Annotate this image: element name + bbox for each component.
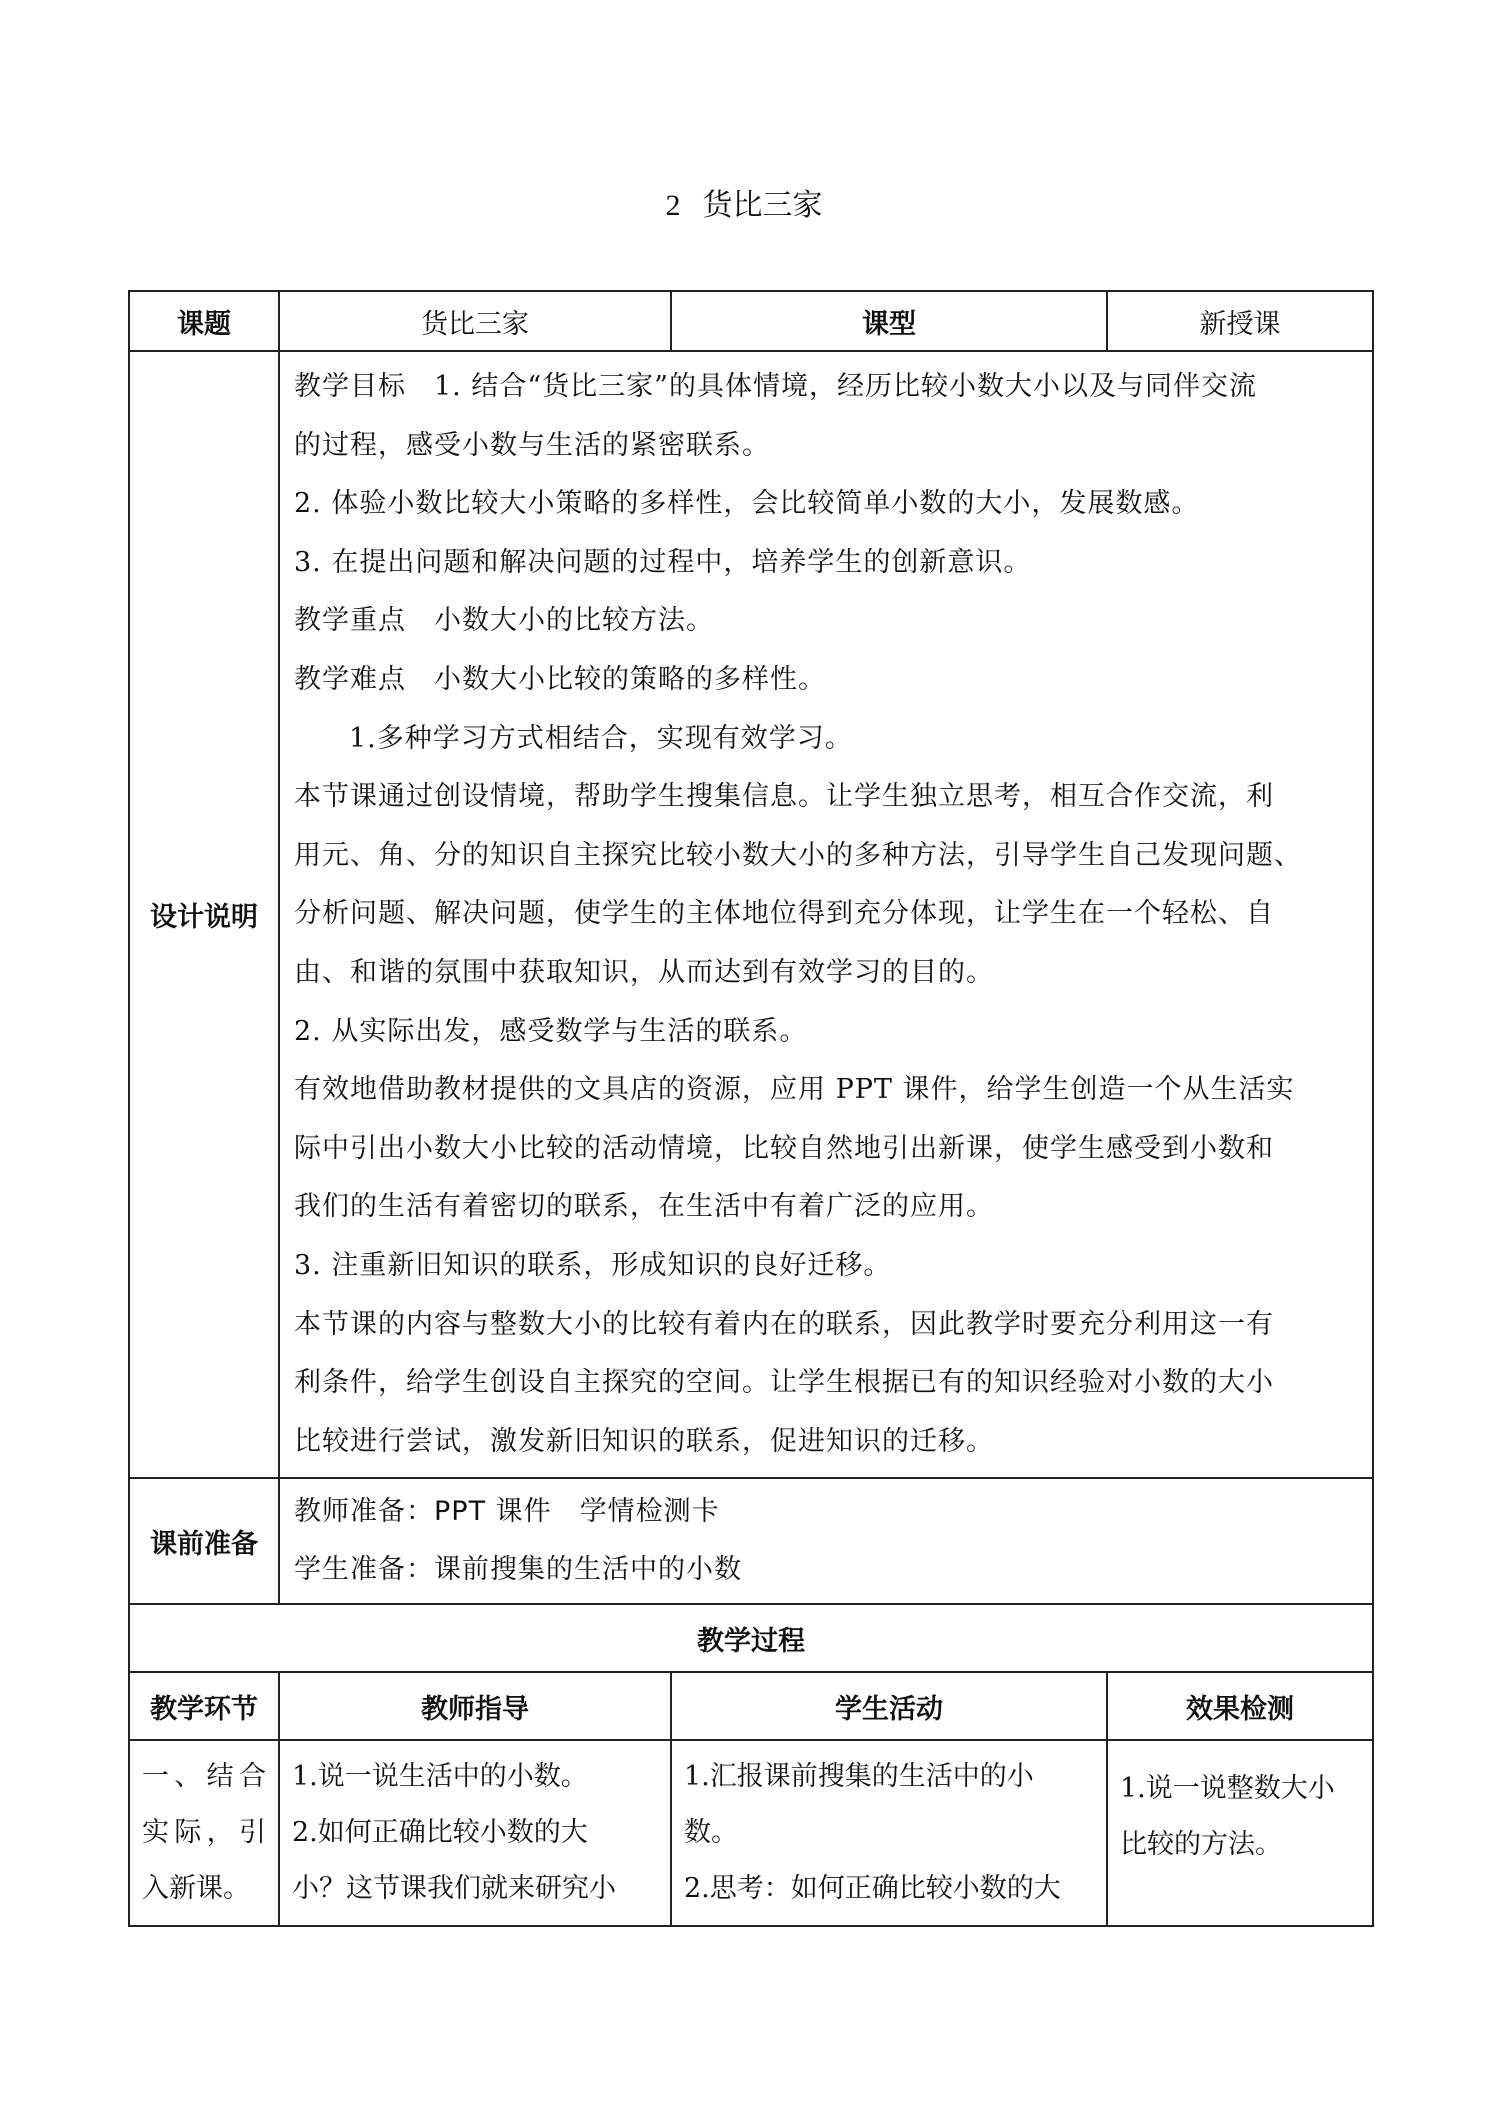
column-header-student: 学生活动 (671, 1672, 1107, 1740)
student-prep: 学生准备：课前搜集的生活中的小数 (294, 1554, 742, 1586)
process-row (129, 1740, 1373, 1926)
design-line: 2. 体验小数比较大小策略的多样性，会比较简单小数的大小，发展数感。 (294, 488, 1200, 520)
design-line: 教学重点 小数大小的比较方法。 (294, 605, 714, 637)
design-content (279, 351, 1373, 1478)
student-line: 1.汇报课前搜集的生活中的小 (684, 1761, 1034, 1793)
design-line: 比较进行尝试，激发新旧知识的联系，促进知识的迁移。 (294, 1425, 994, 1457)
step-line: 一、结合 (142, 1761, 266, 1793)
design-line: 3. 在提出问题和解决问题的过程中，培养学生的创新意识。 (294, 546, 1032, 578)
design-line: 由、和谐的氛围中获取知识，从而达到有效学习的目的。 (294, 956, 994, 988)
step-line: 实际，引 (142, 1817, 266, 1849)
column-header-step: 教学环节 (129, 1672, 279, 1740)
title-number: 2 (665, 189, 681, 222)
process-title-row (129, 1604, 1373, 1672)
type-label: 课型 (671, 291, 1107, 351)
student-line: 2.思考：如何正确比较小数的大 (684, 1873, 1061, 1905)
design-line: 1.多种学习方式相结合，实现有效学习。 (349, 722, 853, 754)
step-line: 入新课。 (142, 1873, 250, 1905)
check-line: 1.说一说整数大小 (1120, 1773, 1335, 1805)
teacher-guidance-cell (279, 1740, 671, 1926)
student-activity-cell (671, 1740, 1107, 1926)
prep-content (279, 1478, 1373, 1604)
lesson-plan-table (128, 290, 1374, 1927)
design-line: 教学难点 小数大小比较的策略的多样性。 (294, 663, 826, 695)
design-line: 教学目标 1. 结合“货比三家”的具体情境，经历比较小数大小以及与同伴交流 (294, 371, 1257, 402)
header-row (129, 291, 1373, 351)
design-line: 2. 从实际出发，感受数学与生活的联系。 (294, 1015, 808, 1047)
teacher-line: 1.说一说生活中的小数。 (292, 1761, 588, 1793)
design-line: 本节课通过创设情境，帮助学生搜集信息。让学生独立思考，相互合作交流，利 (294, 781, 1274, 813)
column-header-teacher: 教师指导 (279, 1672, 671, 1740)
design-row (129, 351, 1373, 1478)
page-title (0, 180, 1488, 224)
teacher-line: 2.如何正确比较小数的大 (292, 1817, 588, 1849)
column-header-check: 效果检测 (1107, 1672, 1373, 1740)
design-line: 利条件，给学生创设自主探究的空间。让学生根据已有的知识经验对小数的大小 (294, 1367, 1274, 1399)
design-line: 本节课的内容与整数大小的比较有着内在的联系，因此教学时要充分利用这一有 (294, 1308, 1274, 1340)
check-line: 比较的方法。 (1120, 1829, 1282, 1861)
design-line: 际中引出小数大小比较的活动情境，比较自然地引出新课，使学生感受到小数和 (294, 1132, 1274, 1164)
process-title: 教学过程 (129, 1604, 1373, 1672)
design-line: 3. 注重新旧知识的联系，形成知识的良好迁移。 (294, 1249, 892, 1281)
process-header-row (129, 1672, 1373, 1740)
design-line: 有效地借助教材提供的文具店的资源，应用 PPT 课件，给学生创造一个从生活实 (294, 1074, 1295, 1106)
topic-value: 货比三家 (279, 291, 671, 351)
design-line: 分析问题、解决问题，使学生的主体地位得到充分体现，让学生在一个轻松、自 (294, 898, 1274, 930)
teacher-prep: 教师准备：PPT 课件 学情检测卡 (294, 1496, 720, 1528)
design-line: 我们的生活有着密切的联系，在生活中有着广泛的应用。 (294, 1191, 994, 1223)
type-value: 新授课 (1107, 291, 1373, 351)
effect-check-cell (1107, 1740, 1373, 1926)
design-line: 用元、角、分的知识自主探究比较小数大小的多种方法，引导学生自己发现问题、 (294, 839, 1302, 871)
title-text: 货比三家 (702, 188, 823, 223)
prep-row (129, 1478, 1373, 1604)
design-label: 设计说明 (129, 351, 279, 1478)
student-line: 数。 (684, 1817, 738, 1849)
topic-label: 课题 (129, 291, 279, 351)
teacher-line: 小？这节课我们就来研究小 (292, 1873, 616, 1905)
design-line: 的过程，感受小数与生活的紧密联系。 (294, 429, 770, 461)
prep-label: 课前准备 (129, 1478, 279, 1604)
step-cell (129, 1740, 279, 1926)
